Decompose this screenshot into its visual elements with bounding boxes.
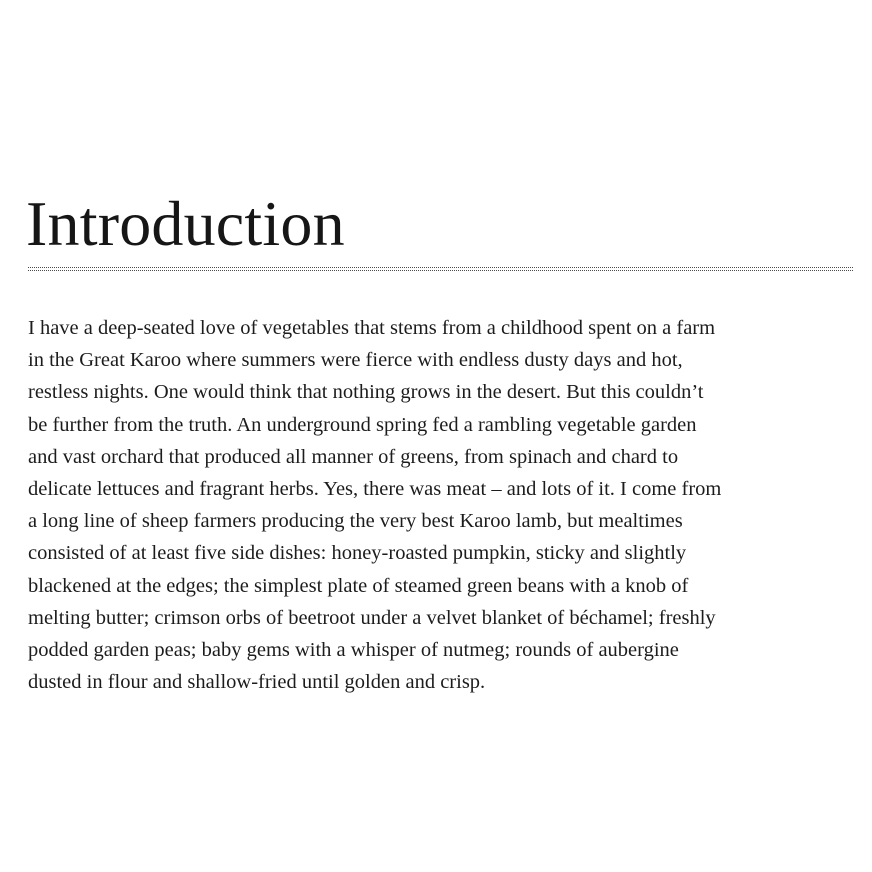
paragraph-line: consisted of at least five side dishes: honey-roasted pumpkin, sticky and slightly — [28, 542, 687, 565]
paragraph-line: melting butter; crimson orbs of beetroot under a velvet blanket of béchamel; freshly — [28, 606, 716, 629]
paragraph-line: podded garden peas; baby gems with a whisper of nutmeg; rounds of aubergine — [28, 639, 679, 662]
paragraph-line: restless nights. One would think that nothing grows in the desert. But this couldn’t — [28, 381, 704, 404]
paragraph-line: blackened at the edges; the simplest plate of steamed green beans with a knob of — [28, 574, 689, 597]
paragraph-line: a long line of sheep farmers producing the very best Karoo lamb, but mealtimes — [28, 510, 683, 533]
paragraph-line: and vast orchard that produced all manner of greens, from spinach and chard to — [28, 445, 679, 468]
intro-paragraph — [28, 312, 858, 698]
page-title: Introduction — [26, 188, 345, 259]
paragraph-line: be further from the truth. An underground spring fed a rambling vegetable garden — [28, 413, 697, 436]
paragraph-line: dusted in flour and shallow-fried until golden and crisp. — [28, 671, 486, 694]
title-divider — [28, 267, 853, 271]
paragraph-line: in the Great Karoo where summers were fierce with endless dusty days and hot, — [28, 349, 683, 372]
paragraph-line: delicate lettuces and fragrant herbs. Yes, there was meat – and lots of it. I come from — [28, 478, 722, 501]
paragraph-line: I have a deep-seated love of vegetables that stems from a childhood spent on a farm — [28, 317, 716, 339]
